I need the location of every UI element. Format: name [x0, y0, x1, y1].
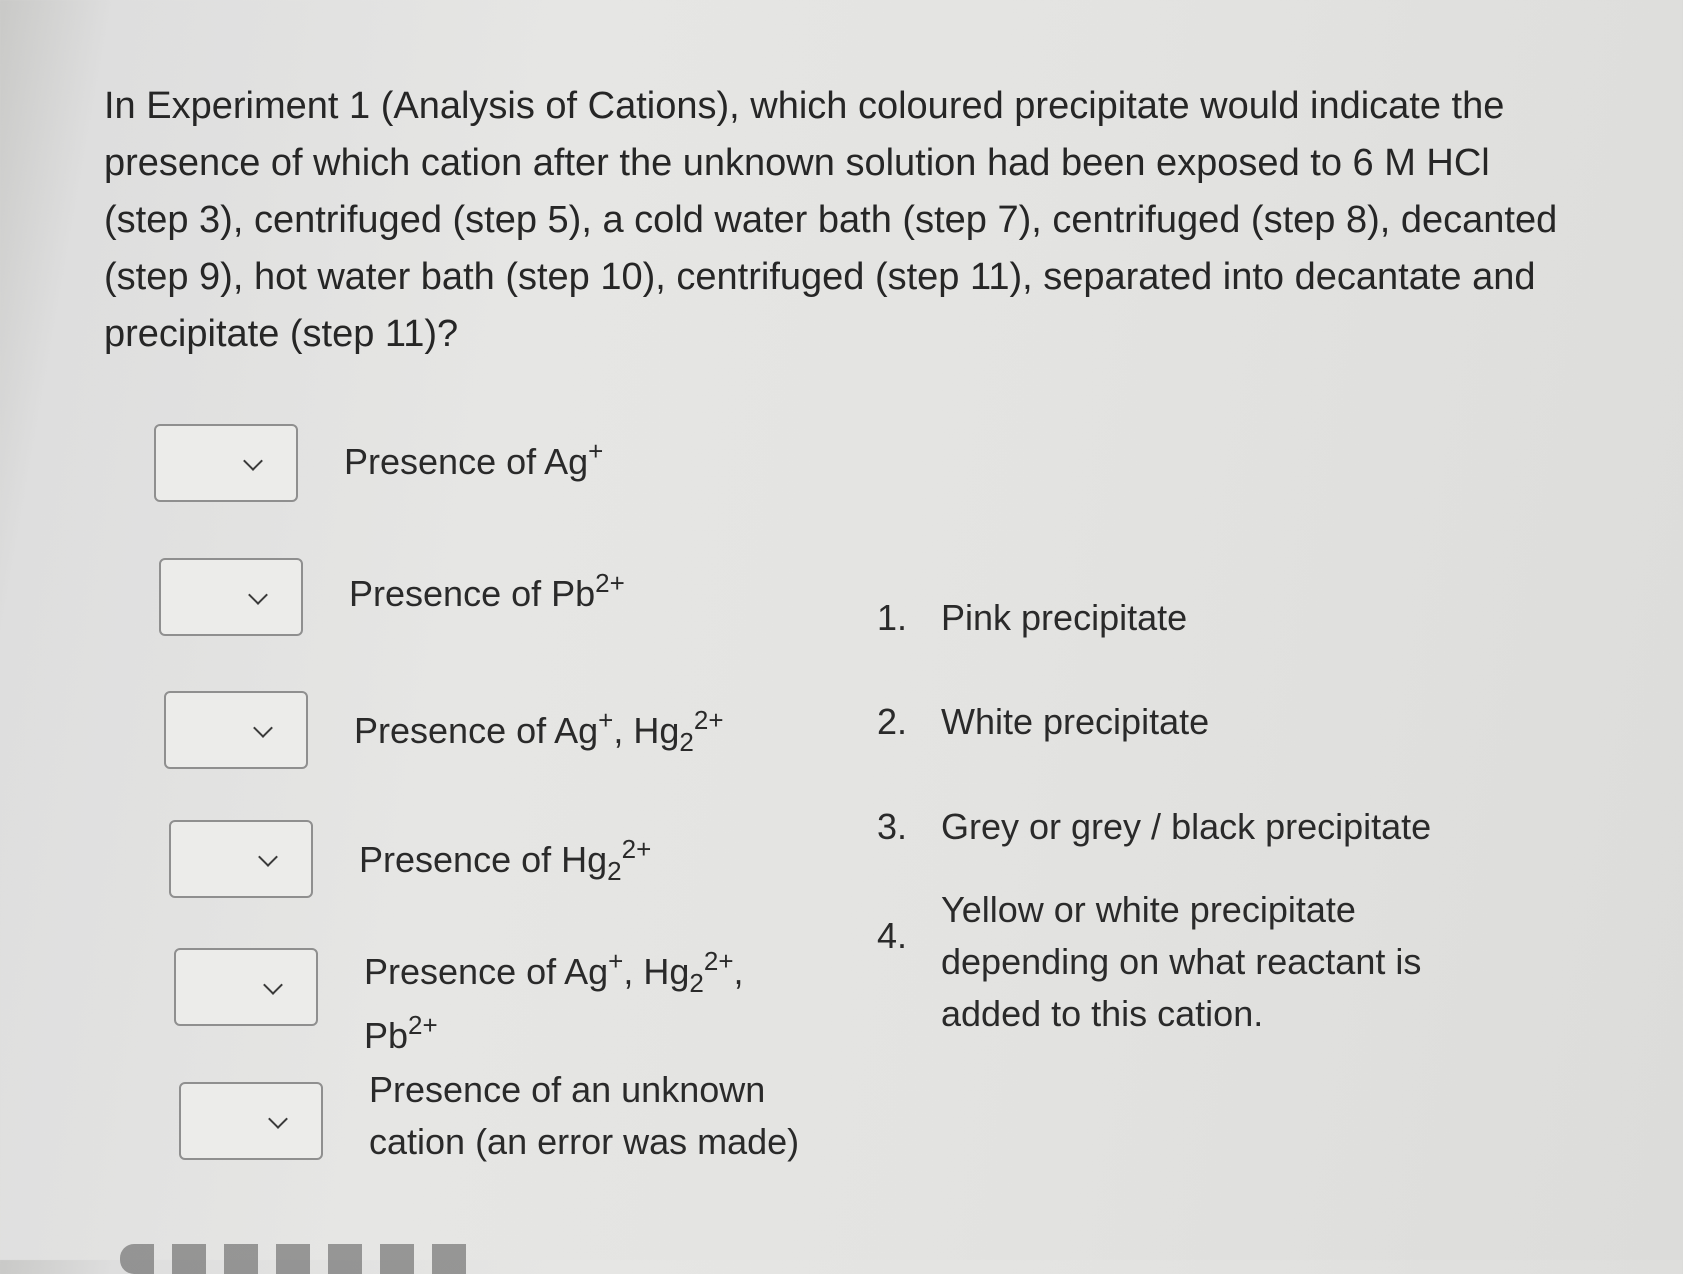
answer-select-6[interactable]	[179, 1082, 323, 1160]
match-row-1	[154, 424, 784, 502]
premise-label-6: Presence of an unknown cation (an error was made)	[369, 1069, 800, 1162]
match-row-6	[179, 1069, 809, 1168]
chevron-down-icon	[243, 451, 263, 471]
chevron-down-icon	[268, 1109, 288, 1129]
match-row-4	[169, 820, 799, 898]
answer-option-1: 1. Pink precipitate	[877, 597, 1188, 638]
chevron-down-icon	[258, 847, 278, 867]
premise-label-1: Presence of Ag+	[344, 436, 604, 482]
chevron-down-icon	[248, 585, 268, 605]
match-row-5	[174, 948, 804, 1068]
premise-label-2: Presence of $Pb^{2+}$	[349, 568, 625, 614]
chevron-down-icon	[253, 718, 273, 738]
answer-option-2: 2. White precipitate	[877, 701, 1210, 742]
premise-label-4: Presence of $Hg_2^{2+}$	[359, 834, 652, 886]
answer-select-3[interactable]	[164, 691, 308, 769]
question-text: In Experiment 1 (Analysis of Cations), which coloured precipitate would indicate the presence of which cation after the unknown solution had been exposed to 6 M HCl (step 3), centrifuged (step 5), a cold water bath (step 7), centrifuged (step 8), decanted (step 9), hot water bath (step 10), centrifuged (step 11), separated into decantate and precipitate (step 11)?	[104, 85, 1558, 355]
answer-option-3: 3. Grey or grey / black precipitate	[877, 806, 1432, 847]
answer-option-4: 4. Yellow or white precipitate depending on what reactant is added to this cation.	[877, 889, 1422, 1034]
match-row-3	[164, 691, 794, 769]
answer-select-5[interactable]	[174, 948, 318, 1026]
chevron-down-icon	[263, 975, 283, 995]
next-question-heading-cutoff	[120, 1244, 480, 1274]
match-row-2	[159, 558, 789, 636]
premise-label-5: Presence of Ag+, $Hg_2^{2+}$, $Pb^{2+}$	[364, 946, 744, 1056]
answer-select-2[interactable]	[159, 558, 303, 636]
answer-select-4[interactable]	[169, 820, 313, 898]
answer-select-1[interactable]	[154, 424, 298, 502]
premise-label-3: Presence of Ag+, $Hg_2^{2+}$	[354, 705, 724, 757]
